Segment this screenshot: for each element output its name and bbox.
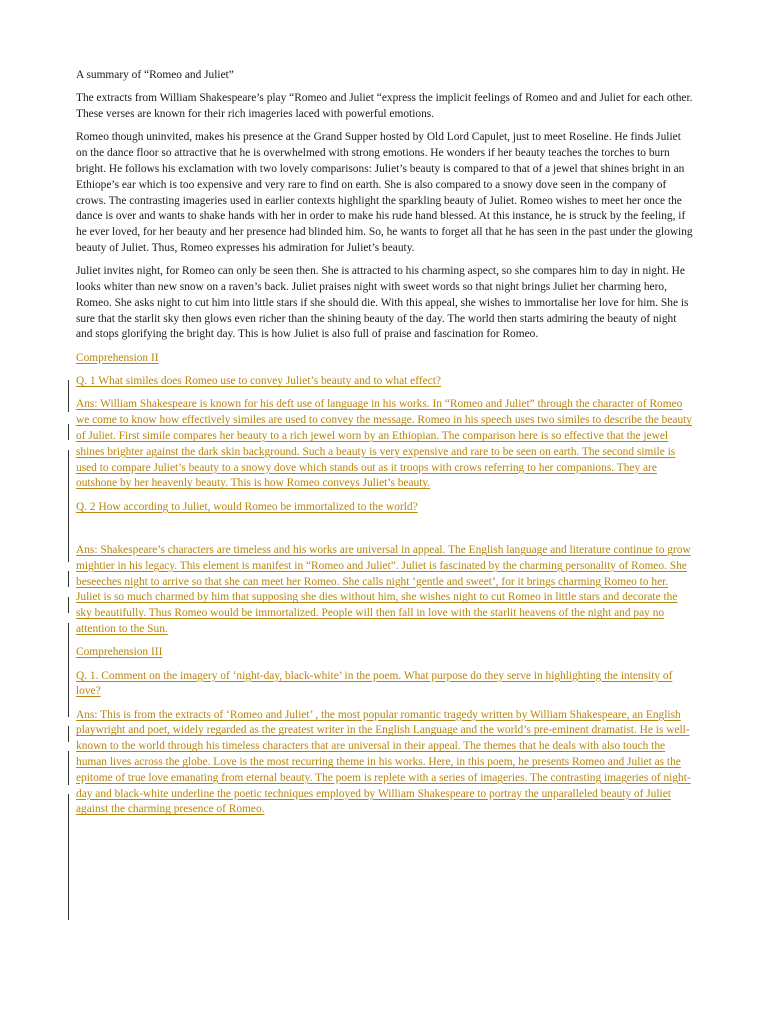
intro-paragraph: The extracts from William Shakespeare’s play “Romeo and Juliet “express the implicit feelings of Romeo and and Juliet for each other. These verses are known for their rich imageries laced with powerful emotions. [76,92,693,121]
empty-paragraph [76,523,694,543]
document-title: A summary of “Romeo and Juliet” [76,69,234,81]
comprehension-2-answer-2: Ans: Shakespeare’s characters are timeless and his works are universal in appeal. The English language and literature continue to grow mightier in his legacy. This element is manifest in “Romeo and Juliet”. Juliet is fascinated by the charming personality of Romeo. She beseeches night to arrive so that she can meet her Romeo. She calls night ‘gentle and sweet’, for it brings charming Romeo to her. Juliet is so much charmed by him that supposing she dies without him, she wishes night to cut Romeo in little stars and decorate the sky beautifully. Thus Romeo would be immortalized. People will then fall in love with the starlit heavens of the night and pay no attention to the Sun. [76,543,691,635]
comprehension-3-answer-1: Ans: This is from the extracts of ‘Romeo and Juliet’ , the most popular romantic tragedy written by William Shakespeare, an English playwright and poet, widely regarded as the greatest writer in the English Language and the world’s pre-eminent dramatist. He is well-known to the world through his timeless characters that are universal in their appeal. The themes that he deals with also touch the human lives across the globe. Love is the most recurring theme in his works. Here, in this poem, he presents Romeo and Juliet as the epitome of true love emanating from eternal beauty. The poem is replete with a series of imageries. The contrasting imageries of night-day and black-white underline the poetic techniques employed by William Shakespeare to portray the unparalleled beauty of Juliet against the charming presence of Romeo. [76,708,691,816]
change-bar [68,726,69,742]
comprehension-2-question-1: Q. 1 What similes does Romeo use to convey Juliet’s beauty and to what effect? [76,375,441,388]
juliet-paragraph: Juliet invites night, for Romeo can only be seen then. She is attracted to his charming aspect, so she compares him to day in night. He looks whiter than new snow on a raven’s back. Juliet praises night with sweet words so that night brings Juliet her charming hero, Romeo. She asks night to cut him into little stars if she should die. With this appeal, she wishes to immortalise her love for him. She is sure that the starlit sky then glows even richer than the shining beauty of the day. The world then starts admiring the beauty of night and stops glorifying the bright day. This is how Juliet is also full of praise and fascination for Romeo. [76,265,689,341]
comprehension-2-question-2: Q. 2 How according to Juliet, would Romeo be immortalized to the world? [76,500,418,513]
change-bar [68,380,69,412]
change-bar [68,597,69,613]
change-bar [68,450,69,562]
comprehension-2-answer-1: Ans: William Shakespeare is known for his deft use of language in his works. In “Romeo and Juliet” through the character of Romeo we come to know how effectively similes are used to convey the message. Romeo in his speech uses two similes to describe the beauty of Juliet. First simile compares her beauty to a rich jewel worn by an Ethiopian. The comparison here is so effective that the jewel shines brighter against the dark skin background. Such a beauty is very expensive and rare to be seen on earth. The second simile is used to compare Juliet’s beauty to a snowy dove which stands out as it troops with crows referring to her companions. They are outshone by her heavenly beauty. This is how Romeo conveys Juliet’s beauty. [76,398,692,490]
change-bar [68,571,69,587]
romeo-paragraph: Romeo though uninvited, makes his presence at the Grand Supper hosted by Old Lord Capulet, just to meet Roseline. He finds Juliet on the dance floor so attractive that he is overwhelmed with strong emotions. He wonders if her beauty teaches the torches to burn bright. He follows his exclamation with two lovely comparisons: Juliet’s beauty is compared to that of a jewel that shines bright in an Ethiope’s ear which is too expensive and very rare to find on earth. She is also compared to a snowy dove seen in the company of crows. The contrasting imageries used in earlier contexts highlight the sparkling beauty of Juliet. Romeo wishes to meet her once the dance is over and wants to shake hands with her in order to make his rude hand blessed. At this instance, he is struck by the feeling, if he ever loved, for her beauty and her presence had blinded him. So, he wants to forget all that he has seen in the past under the glowing beauty of Juliet. Thus, Romeo expresses his admiration for Juliet’s beauty. [76,131,693,254]
comprehension-3-question-1: Q. 1. Comment on the imagery of ‘night-day, black-white’ in the poem. What purpose do they serve in highlighting the intensity of love? [76,669,673,698]
document-body [76,68,694,826]
change-bar [68,751,69,785]
comprehension-3-heading: Comprehension III [76,646,163,659]
change-bar [68,424,69,440]
comprehension-2-heading: Comprehension II [76,351,159,364]
change-bar [68,794,69,920]
change-bar [68,623,69,717]
